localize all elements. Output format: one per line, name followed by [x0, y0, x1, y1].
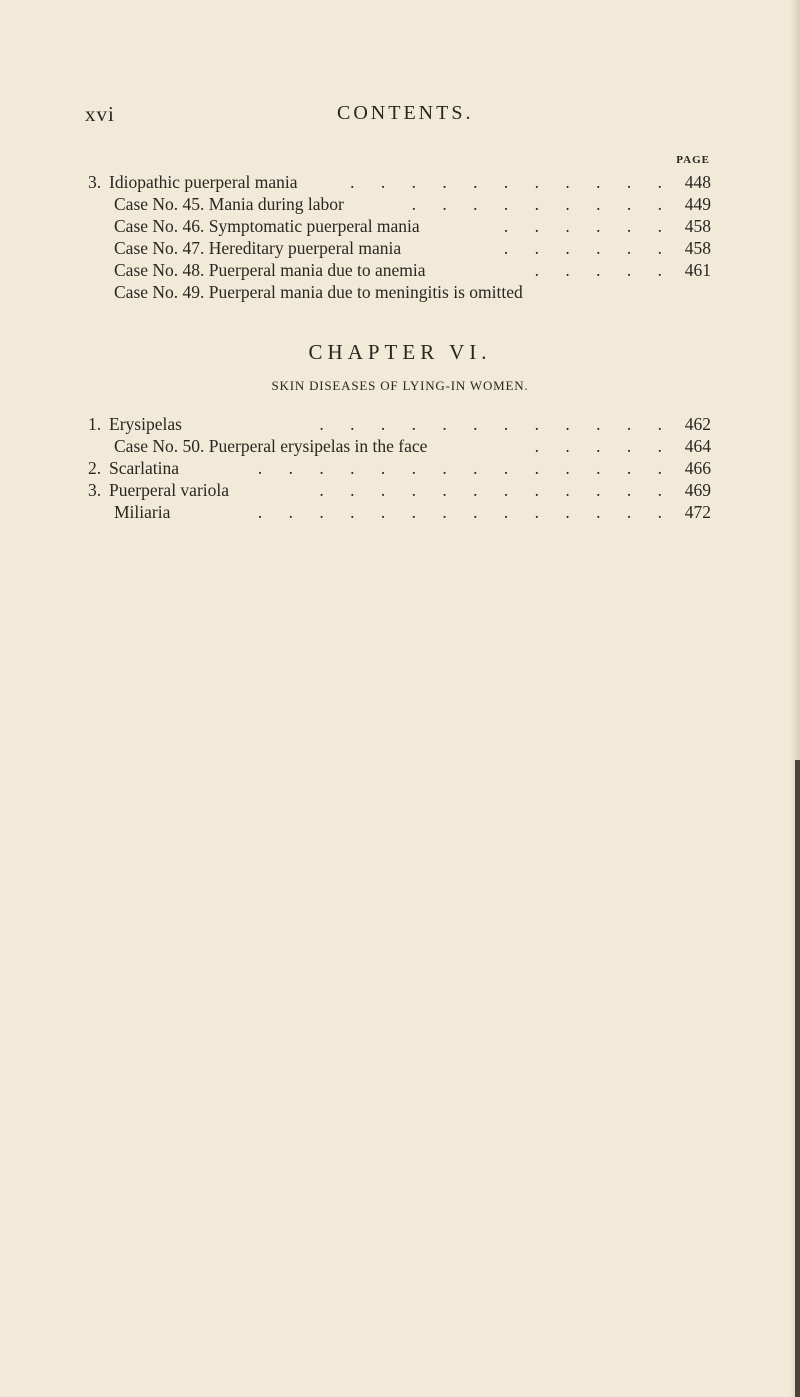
toc-entry	[88, 435, 711, 457]
entry-page: 461	[684, 260, 711, 280]
dot-leader: . . . . .	[534, 260, 673, 280]
entry-page: 449	[684, 194, 711, 214]
dot-leader: . . . . . . . . . . . . . .	[257, 458, 673, 478]
entry-page: 472	[684, 502, 711, 522]
page-number: xvi	[85, 102, 115, 126]
toc-entry	[88, 479, 711, 501]
dot-leader: . . . . . . . . . . .	[350, 172, 673, 192]
entry-page: 464	[684, 436, 711, 456]
entry-title: Case No. 48. Puerperal mania due to anemia	[114, 260, 426, 280]
page-column-label: PAGE	[676, 154, 710, 166]
entry-page: 458	[684, 216, 711, 236]
dot-leader: . . . . . .	[503, 216, 673, 236]
entry-title: Case No. 49. Puerperal mania due to meningitis is omitted	[114, 282, 523, 302]
running-head	[0, 102, 800, 132]
entry-number: 2.	[88, 458, 102, 478]
dot-leader: . . . . . . . . . . . .	[319, 480, 673, 500]
entry-title: Miliaria	[114, 502, 171, 522]
toc-entry	[88, 215, 711, 237]
entry-title: Case No. 45. Mania during labor	[114, 194, 344, 214]
entry-number: 3.	[88, 480, 102, 500]
entry-page: 466	[684, 458, 711, 478]
toc-entry	[88, 457, 711, 479]
entry-title: Scarlatina	[109, 458, 179, 478]
running-title: CONTENTS.	[337, 102, 474, 124]
entry-number: 1.	[88, 414, 102, 434]
toc-entry	[88, 171, 711, 193]
entry-page: 469	[684, 480, 711, 500]
page-edge-dark	[795, 760, 800, 1397]
toc-entry	[88, 501, 711, 523]
dot-leader: . . . . . . . . .	[411, 194, 673, 214]
entry-title: Case No. 50. Puerperal erysipelas in the face	[114, 436, 428, 456]
entry-page: 462	[684, 414, 711, 434]
toc-entry	[88, 413, 711, 435]
entry-title: Case No. 47. Hereditary puerperal mania	[114, 238, 402, 258]
dot-leader: . . . . . .	[503, 238, 673, 258]
entry-page: 448	[684, 172, 711, 192]
entry-title: Puerperal variola	[109, 480, 230, 500]
entry-title: Case No. 46. Symptomatic puerperal mania	[114, 216, 420, 236]
dot-leader: . . . . . . . . . . . . . .	[257, 502, 673, 522]
dot-leader: . . . . .	[534, 436, 673, 456]
toc-entry	[88, 237, 711, 259]
toc-entry	[88, 281, 711, 303]
entry-number: 3.	[88, 172, 102, 192]
entry-page: 458	[684, 238, 711, 258]
entry-title: Erysipelas	[109, 414, 182, 434]
chapter-heading: CHAPTER VI.	[308, 340, 492, 364]
entry-title: Idiopathic puerperal mania	[109, 172, 298, 192]
dot-leader: . . . . . . . . . . . .	[319, 414, 673, 434]
chapter-subheading: SKIN DISEASES OF LYING-IN WOMEN.	[271, 378, 529, 393]
toc-entry	[88, 193, 711, 215]
toc-entry	[88, 259, 711, 281]
